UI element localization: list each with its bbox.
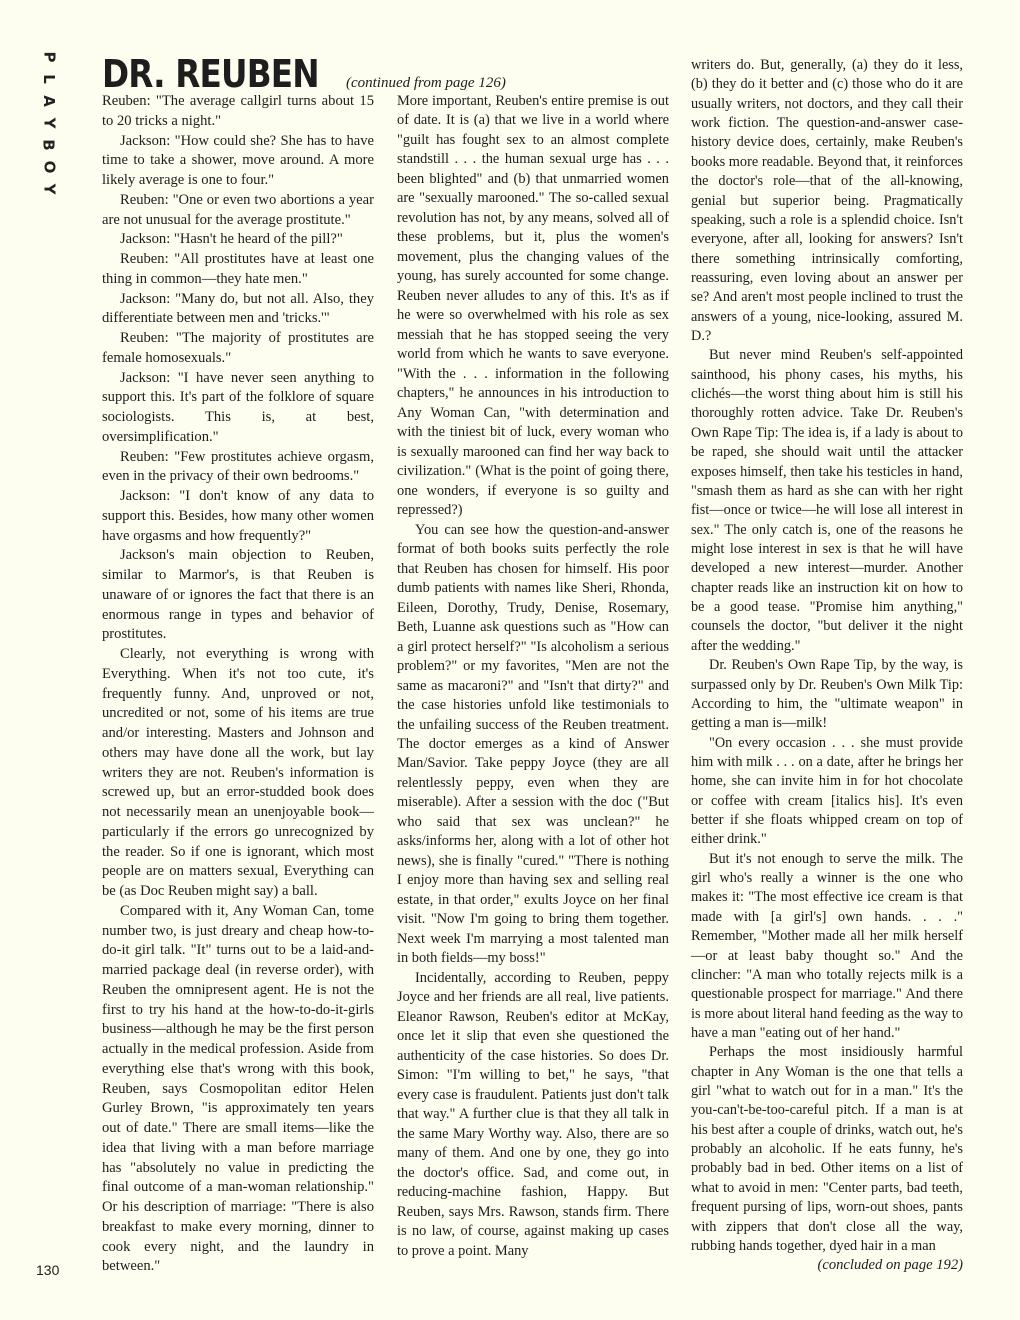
side-label-letter: A [39,95,58,107]
paragraph: Jackson: "I have never seen anything to support this. It's part of the folklore of square sociologists. This is, at best, oversimplification." [102,369,374,445]
side-label-letter: L [40,74,58,84]
text-column-3 [691,56,963,1282]
headline-row [102,52,506,96]
concluded-note: (concluded on page 192) [817,1257,963,1274]
paragraph: writers do. But, generally, (a) they do it less, (b) they do it better and (c) those who do it are usually writers, not doctors, and they call their work fiction. The question-and-answer case-history device does, certainly, make Reuben's books more readable. Beyond that, it reinforces the doctor's role—that of the all-knowing, genial but superior being. Pragmatically speaking, such a role is a splendid choice. Isn't everyone, after all, looking for answers? Isn't there something intrinsically comforting, reassuring, even loving about an answer per se? And aren't most people inclined to trust the answers of a young, nice-looking, assured M. D.? [691,57,963,345]
paragraph: Jackson: "Many do, but not all. Also, they differentiate between men and 'tricks.'" [102,290,374,327]
paragraph: Reuben: "Few prostitutes achieve orgasm, even in the privacy of their own bedrooms." [102,448,374,485]
side-label-letter: Y [40,183,58,195]
side-label-letter: Y [40,117,58,129]
page-number: 130 [36,1262,60,1278]
paragraph: You can see how the question-and-answer format of both books suits perfectly the role that Reuben has chosen for himself. His poor dumb patients with names like Sheri, Rhonda, Eileen, Dorothy, Trudy, Denise, Rosemary, Beth, Luanne ask questions such as "How can a girl protect herself?" "Is alcoholism a serious problem?" or my favorites, "Men are not the same as macaroni?" and "Isn't that dirty?" and the case histories unfold like testimonials to the unfailing success of the Reuben treatment. The doctor emerges as a kind of Answer Man/Savior. Take peppy Joyce (they are all relentlessly peppy, even when they are miserable). After a session with the doc ("But who said that sex was unclean?" he asks/informs her, along with a lot of other hot news), she is finally "cured." "There is nothing I enjoy more than having sex and selling real estate, in that order," exults Joyce on her final visit. "Now I'm going to bring them together. Next week I'm marrying a most talented man in both fields—my boss!" [397,521,669,967]
paragraph: Compared with it, Any Woman Can, tome number two, is just dreary and cheap how-to-do-it girl talk. "It" turns out to be a laid-and-married package deal (in reverse order), with Reuben the omnipresent agent. He is not the first to try his hand at the how-to-do-it-girls business—although he may be the first person actually in the medical profession. Aside from everything else that's wrong with this book, Reuben, says Cosmopolitan editor Helen Gurley Brown, "is approximately ten years out of date." There are small items—like the idea that living with a man before marriage has "absolutely no value in predicting the final outcome of a man-woman relationship." Or his description of marriage: "There is also breakfast to make every morning, dinner to cook every night, and the laundry in between." [102,902,374,1275]
text-column-1 [102,92,374,1282]
paragraph: Jackson: "Hasn't he heard of the pill?" [120,231,343,248]
paragraph: Reuben: "The average callgirl turns about 15 to 20 tricks a night." [102,93,374,129]
paragraph: Reuben: "One or even two abortions a year are not unusual for the average prostitute." [102,191,374,228]
paragraph: But never mind Reuben's self-appointed sainthood, his phony cases, his myths, his clichés—the worst thing about him is still his thoroughly rotten advice. Take Dr. Reuben's Own Rape Tip: The idea is, if a lady is about to be raped, she should wait until the attacker exposes himself, then take his testicles in hand, "smash them as hard as she can with her right fist—once or twice—he will lose all interest in sex." The only catch is, one of the reasons he might lose interest in sex is that he will have developed a new interest—murder. Another chapter reads like an instruction kit on how to be a good tease. "Promise him anything," counsels the doctor, "but deliver it the night after the wedding." [691,347,963,654]
text-column-2 [397,92,669,1282]
paragraph: Perhaps the most insidiously harmful chapter in Any Woman is the one that tells a girl "what to watch out for in a man." It's the you-can't-be-too-careful pitch. If a man is at his best after a couple of drinks, watch out, he's probably an alcoholic. If he eats funny, he's probably bad in bed. Other items on a list of what to avoid in men: "Center parts, bad teeth, frequent pursing of lips, worn-out shoes, pants with zippers that don't close all the way, rubbing hands together, dyed hair in a man [691,1044,963,1254]
paragraph: Reuben: "The majority of prostitutes are female homosexuals." [102,330,374,366]
paragraph: Clearly, not everything is wrong with Everything. When it's not too cute, it's frequently funny. And, unproved or not, uncredited or not, some of his items are true and/or interesting. Masters and Johnson and others may have done all the work, but lay writers they are not. Reuben's information is screwed up, but an error-studded book does not necessarily mean an unenjoyable book—particularly if the errors go unrecognized by the reader. So if one is ignorant, which most people are on matters sexual, Everything can be (as Doc Reuben might say) a ball. [102,646,374,899]
paragraph: Jackson: "I don't know of any data to support this. Besides, how many other women have orgasms and how frequently?" [102,488,374,544]
side-label-letter: O [39,160,58,174]
paragraph: Reuben: "All prostitutes have at least one thing in common—they hate men." [102,251,374,287]
continued-note: (continued from page 126) [345,75,506,91]
magazine-side-label [34,46,64,200]
paragraph: But it's not enough to serve the milk. The girl who's really a winner is the one who makes it: "The most effective ice cream is that made with [a girl's] own hands. . . ." Remember, "Mother made all her milk herself—or at least baby thought so." And the clincher: "A man who totally rejects milk is a questionable prospect for marriage." And there is more about literal hand feeding as the way to have a man "eating out of her hand." [691,850,963,1041]
side-label-letter: B [40,139,58,151]
paragraph: Jackson: "How could she? She has to have time to take a shower, move around. A more likely average is one to four." [102,132,374,188]
paragraph: More important, Reuben's entire premise is out of date. It is (a) that we live in a world where "guilt has fought sex to an almost complete standstill . . . the human sexual urge has . . . been blighted" and (b) that unmarried women are "sexually marooned." The so-called sexual revolution has not, by any means, solved all of these problems, but it, plus the women's movement, plus the changing values of the young, has surely accounted for some change. Reuben never alludes to any of this. It's as if he were so overwhelmed with his role as sex messiah that he has stopped seeing the very world from which he wants to save everyone. "With the . . . information in the following chapters," he announces in his introduction to Any Woman Can, "with determination and with the tiniest bit of luck, every woman who is sexually marooned can find her way back to civilization." (What is the point of going there, one wonders, if everyone is so guilty and repressed?) [397,93,669,519]
paragraph: Dr. Reuben's Own Rape Tip, by the way, is surpassed only by Dr. Reuben's Own Milk Tip: According to him, the "ultimate weapon" in getting a man is—milk! [691,657,963,732]
paragraph: Incidentally, according to Reuben, peppy Joyce and her friends are all real, live patients. Eleanor Rawson, Reuben's editor at McKay, once let it slip that even she questioned the authenticity of the case histories. So does Dr. Simon: "I'm willing to bet," he says, "that every case is fraudulent. Patients just don't talk that way." A further clue is that they all talk in the same Mary Worthy way. Also, there are so many of them. And one by one, they go into the doctor's office. Sad, and come out, in reducing-machine fashion, Happy. But Reuben, says Mrs. Rawson, stands firm. There is no law, of course, against making up cases to prove a point. Many [397,969,669,1259]
paragraph: "On every occasion . . . she must provide him with milk . . . on a date, after he brings her home, she can invite him in for hot chocolate or coffee with cream [italics his]. It's even better if she floats whipped cream on top of either drink." [691,734,963,848]
article-title: DR. REUBEN [102,52,319,96]
side-label-letter: P [40,51,58,63]
paragraph: Jackson's main objection to Reuben, similar to Marmor's, is that Reuben is unaware of or ignores the fact that there is an enormous range in types and behavior of prostitutes. [102,547,374,643]
